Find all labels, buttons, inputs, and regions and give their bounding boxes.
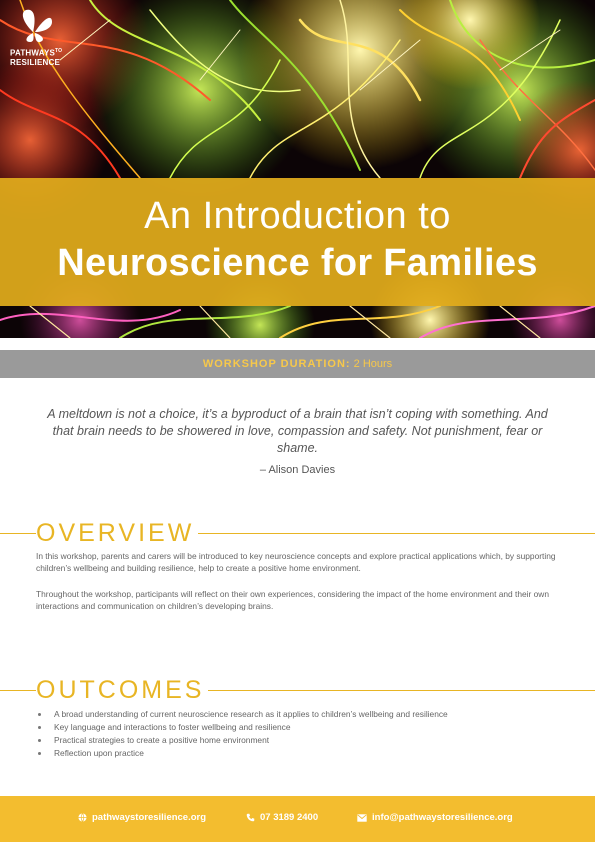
overview-paragraph-1: In this workshop, parents and carers will be introduced to key neuroscience concepts and explore practical applications which, by supporting children’s wellbeing and building resilience, help to create a positive home environment.	[36, 551, 556, 573]
outcomes-rule-right	[196, 690, 595, 691]
overview-rule-left	[0, 533, 36, 534]
title-line1: An Introduction to	[144, 195, 451, 237]
outcomes-list	[36, 708, 448, 760]
quote-text: A meltdown is not a choice, it’s a byproduct of a brain that isn’t coping with something. And that brain needs to be showered in love, compassion and safety. Not punishment, fear or shame.	[47, 407, 548, 455]
email-link[interactable]: info@pathwaystoresilience.org	[372, 812, 513, 823]
duration-value: 2 Hours	[353, 358, 393, 370]
quote-attribution: – Alison Davies	[259, 464, 336, 476]
overview-heading: OVERVIEW	[36, 520, 198, 546]
outcomes-rule-left	[0, 690, 36, 691]
title-line2: Neuroscience for Families	[57, 242, 538, 284]
brand-to: TO	[55, 48, 63, 54]
mail-icon	[357, 814, 367, 822]
list-item: Reflection upon practice	[36, 747, 448, 760]
duration-bar	[0, 350, 595, 378]
overview-rule-right	[180, 533, 595, 534]
brand-wordmark	[10, 47, 80, 67]
phone-number[interactable]: 07 3189 2400	[260, 812, 319, 823]
duration-label: WORKSHOP DURATION:	[202, 358, 351, 370]
list-item: Key language and interactions to foster wellbeing and resilience	[36, 721, 448, 734]
globe-icon	[78, 813, 87, 822]
footer-bar	[0, 796, 595, 842]
brand-line1: PATHWAYS	[10, 48, 56, 58]
outcomes-heading: OUTCOMES	[36, 677, 208, 703]
footer-website[interactable]	[78, 812, 206, 823]
phone-icon	[246, 813, 255, 822]
overview-heading-row	[0, 520, 595, 546]
footer-email[interactable]	[357, 812, 513, 823]
brand-line2: RESILIENCE	[10, 57, 61, 67]
list-item: Practical strategies to create a positive home environment	[36, 734, 448, 747]
overview-paragraph-2: Throughout the workshop, participants will reflect on their own experiences, considering the impact of the home environment and their own interactions and communication on children’s developing brains.	[36, 589, 550, 611]
outcomes-heading-row	[0, 677, 595, 703]
footer-phone[interactable]	[246, 812, 318, 823]
website-link[interactable]: pathwaystoresilience.org	[92, 812, 207, 823]
list-item: A broad understanding of current neuroscience research as it applies to children’s wellbeing and resilience	[36, 708, 448, 721]
